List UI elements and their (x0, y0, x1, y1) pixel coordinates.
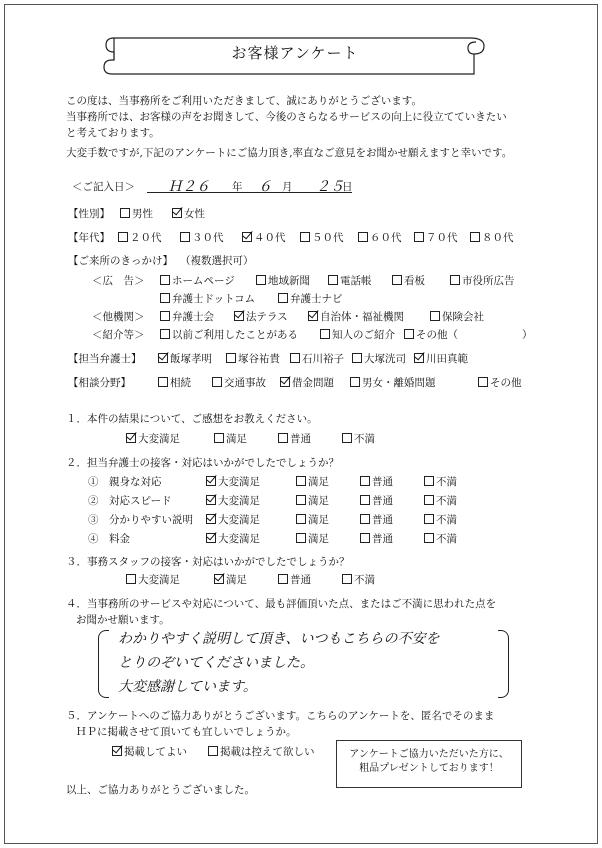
q5-text-line-2: ＨＰに掲載させて頂いても宜しいでしょうか。 (76, 726, 297, 738)
checkbox-checked-icon[interactable] (158, 353, 168, 363)
q4-text-line-1: ４．当事務所のサービスや対応について、最も評価頂いた点、またはご不満に思われた点を (66, 598, 497, 610)
checkbox-icon[interactable] (160, 311, 170, 321)
source-ad-phonebook[interactable]: 電話帳 (328, 275, 372, 287)
lawyer-option-3[interactable]: 石川裕子 (290, 353, 344, 365)
source-org-bar-association[interactable]: 弁護士会 (160, 311, 214, 323)
q1-option-dissatisfied[interactable]: 不満 (342, 433, 375, 445)
date-year-unit: 年 (232, 181, 243, 193)
gift-notice-box (336, 740, 522, 788)
q2-text: ２．担当弁護士の接客・対応はいかがでしたでしょうか？ (66, 457, 339, 469)
checkbox-icon[interactable] (278, 293, 288, 303)
checkbox-icon[interactable] (296, 476, 306, 486)
answer-bracket-left (98, 630, 109, 698)
checkbox-icon[interactable] (424, 476, 434, 486)
date-label: ＜ご記入日＞ (72, 181, 135, 193)
checkbox-icon[interactable] (296, 495, 306, 505)
age-option-50[interactable]: ５０代 (300, 232, 344, 244)
q2-row-2-average[interactable]: 普通 (360, 495, 393, 507)
q1-option-very-satisfied[interactable]: 大変満足 (126, 433, 180, 445)
source-ad-cityhall[interactable]: 市役所広告 (450, 275, 515, 287)
source-org-houterasu[interactable]: 法テラス (234, 311, 288, 323)
q3-option-satisfied[interactable]: 満足 (214, 574, 247, 586)
checkbox-icon[interactable] (296, 514, 306, 524)
intro-line-4: 大変手数ですが,下記のアンケートにご協力頂き,率直なご意見をお聞かせ願えますと幸いです。 (66, 147, 513, 159)
q2-row-1-label: ① 親身な対応 (88, 476, 162, 488)
checkbox-icon[interactable] (160, 275, 170, 285)
lawyer-option-4[interactable]: 大塚洸司 (352, 353, 406, 365)
source-org-municipality[interactable]: 自治体・福祉機関 (308, 311, 404, 323)
age-option-70[interactable]: ７０代 (414, 232, 458, 244)
q2-row-2-dissatisfied[interactable]: 不満 (424, 495, 457, 507)
checkbox-icon[interactable] (120, 208, 130, 218)
q2-row-3-label: ③ 分かりやすい説明 (88, 514, 193, 526)
source-org-insurance[interactable]: 保険会社 (430, 311, 484, 323)
source-ad-newspaper[interactable]: 地域新聞 (256, 275, 310, 287)
source-ad-bengoshi-dotcom[interactable]: 弁護士ドットコム (160, 293, 255, 305)
q2-row-4-very-satisfied[interactable]: 大変満足 (206, 533, 260, 545)
checkbox-icon[interactable] (342, 574, 352, 584)
q1-option-satisfied[interactable]: 満足 (214, 433, 247, 445)
checkbox-icon[interactable] (342, 433, 352, 443)
q4-answer-line-1[interactable]: わかりやすく説明して頂き、いつもこちらの不安を (118, 631, 440, 647)
checkbox-icon[interactable] (278, 574, 288, 584)
checkbox-icon[interactable] (158, 377, 168, 387)
gender-option-male[interactable]: 男性 (120, 208, 153, 220)
date-era-value[interactable]: Ｈ２６ (168, 179, 210, 195)
lawyer-label: 【担当弁護士】 (68, 353, 142, 365)
checkbox-checked-icon[interactable] (242, 232, 252, 242)
checkbox-checked-icon[interactable] (280, 377, 290, 387)
checkbox-checked-icon[interactable] (214, 574, 224, 584)
checkbox-checked-icon[interactable] (414, 353, 424, 363)
q4-answer-line-2[interactable]: とりのぞいてくださいました。 (118, 655, 314, 671)
source-ref-acquaintance[interactable]: 知人のご紹介 (320, 329, 395, 341)
source-ad-label: ＜広 告＞ (92, 275, 145, 287)
field-option-debt[interactable]: 借金問題 (280, 377, 334, 389)
checkbox-icon[interactable] (424, 495, 434, 505)
gender-option-female[interactable]: 女性 (172, 208, 205, 220)
q1-option-average[interactable]: 普通 (278, 433, 311, 445)
checkbox-icon[interactable] (226, 353, 236, 363)
checkbox-icon[interactable] (278, 433, 288, 443)
checkbox-icon[interactable] (296, 533, 306, 543)
q5-option-allow[interactable]: 掲載してよい (112, 746, 187, 758)
q2-row-1-very-satisfied[interactable]: 大変満足 (206, 476, 260, 488)
q2-row-4-dissatisfied[interactable]: 不満 (424, 533, 457, 545)
q4-answer-line-3[interactable]: 大変感謝しています。 (118, 679, 257, 695)
checkbox-icon[interactable] (360, 476, 370, 486)
q4-text-line-2: お聞かせ願います。 (76, 614, 170, 626)
q2-row-4-average[interactable]: 普通 (360, 533, 393, 545)
q1-text: １．本件の結果について、ご感想をお教えください。 (66, 413, 318, 425)
date-month-unit: 月 (282, 181, 293, 193)
age-option-60[interactable]: ６０代 (358, 232, 402, 244)
source-label: 【ご来所のきっかけ】 (68, 255, 173, 267)
gift-notice-line-1: アンケートご協力いただいた方に、 (349, 749, 509, 760)
checkbox-checked-icon[interactable] (234, 311, 244, 321)
checkbox-icon[interactable] (478, 377, 488, 387)
checkbox-checked-icon[interactable] (126, 433, 136, 443)
closing-text: 以上、ご協力ありがとうございました。 (66, 784, 255, 796)
q2-row-1-average[interactable]: 普通 (360, 476, 393, 488)
source-ad-homepage[interactable]: ホームページ (160, 275, 235, 287)
q2-row-4-satisfied[interactable]: 満足 (296, 533, 329, 545)
checkbox-icon[interactable] (360, 514, 370, 524)
answer-bracket-right (498, 630, 509, 698)
q5-option-decline[interactable]: 掲載は控えて欲しい (208, 746, 315, 758)
q3-text: ３．事務スタッフの接客・対応はいかがでしたでしょうか？ (66, 556, 350, 568)
checkbox-checked-icon[interactable] (206, 514, 216, 524)
q5-text-line-1: ５．アンケートへのご協力ありがとうございます。こちらのアンケートを、匿名でそのまま (66, 710, 495, 722)
checkbox-icon[interactable] (180, 232, 190, 242)
q2-row-3-satisfied[interactable]: 満足 (296, 514, 329, 526)
field-option-traffic[interactable]: 交通事故 (212, 377, 266, 389)
intro-line-1: この度は、当事務所をご利用いただきまして、誠にありがとうございます。 (66, 95, 422, 107)
source-org-label: ＜他機関＞ (92, 311, 145, 323)
source-ref-label: ＜紹介等＞ (92, 329, 145, 341)
checkbox-icon[interactable] (300, 232, 310, 242)
source-ad-bengoshi-navi[interactable]: 弁護士ナビ (278, 293, 343, 305)
q2-row-3-very-satisfied[interactable]: 大変満足 (206, 514, 260, 526)
checkbox-icon[interactable] (392, 275, 402, 285)
checkbox-checked-icon[interactable] (206, 476, 216, 486)
source-ref-previous[interactable]: 以前ご利用したことがある (160, 329, 298, 341)
q2-row-1-satisfied[interactable]: 満足 (296, 476, 329, 488)
lawyer-option-2[interactable]: 塚谷祐貴 (226, 353, 280, 365)
field-option-divorce[interactable]: 男女・離婚問題 (350, 377, 436, 389)
source-note: （複数選択可） (180, 255, 254, 267)
checkbox-icon[interactable] (126, 574, 136, 584)
source-ref-close: ） (522, 329, 533, 341)
source-ref-other[interactable]: その他（ (404, 329, 458, 341)
q2-row-3-dissatisfied[interactable]: 不満 (424, 514, 457, 526)
gift-notice-line-2: 粗品プレゼントしております！ (359, 763, 499, 774)
checkbox-icon[interactable] (256, 275, 266, 285)
checkbox-icon[interactable] (430, 311, 440, 321)
field-label: 【相談分野】 (68, 377, 131, 389)
checkbox-icon[interactable] (160, 329, 170, 339)
checkbox-icon[interactable] (328, 275, 338, 285)
checkbox-checked-icon[interactable] (172, 208, 182, 218)
checkbox-icon[interactable] (118, 232, 128, 242)
checkbox-icon[interactable] (290, 353, 300, 363)
age-option-80[interactable]: ８０代 (470, 232, 514, 244)
intro-line-3: と考えております。 (66, 127, 160, 139)
checkbox-icon[interactable] (450, 275, 460, 285)
lawyer-option-5[interactable]: 川田真範 (414, 353, 468, 365)
gender-label: 【性別】 (68, 208, 110, 220)
checkbox-icon[interactable] (214, 433, 224, 443)
checkbox-icon[interactable] (424, 514, 434, 524)
q2-row-2-very-satisfied[interactable]: 大変満足 (206, 495, 260, 507)
checkbox-icon[interactable] (212, 377, 222, 387)
source-ad-signboard[interactable]: 看板 (392, 275, 425, 287)
q2-row-2-label: ② 対応スピード (88, 495, 172, 507)
q2-row-3-average[interactable]: 普通 (360, 514, 393, 526)
q2-row-1-dissatisfied[interactable]: 不満 (424, 476, 457, 488)
q2-row-2-satisfied[interactable]: 満足 (296, 495, 329, 507)
age-option-20[interactable]: ２０代 (118, 232, 162, 244)
field-option-other[interactable]: その他 (478, 377, 522, 389)
age-option-30[interactable]: ３０代 (180, 232, 224, 244)
intro-line-2: 当事務所では、お客様の声をお聞きして、今後のさらなるサービスの向上に役立てていきたい (66, 111, 507, 123)
q2-row-4-label: ④ 料金 (88, 533, 130, 545)
age-option-40[interactable]: ４０代 (242, 232, 286, 244)
checkbox-icon[interactable] (414, 232, 424, 242)
checkbox-checked-icon[interactable] (112, 746, 122, 756)
q3-option-dissatisfied[interactable]: 不満 (342, 574, 375, 586)
checkbox-icon[interactable] (470, 232, 480, 242)
lawyer-option-1[interactable]: 飯塚孝明 (158, 353, 212, 365)
checkbox-icon[interactable] (360, 533, 370, 543)
checkbox-icon[interactable] (424, 533, 434, 543)
checkbox-icon[interactable] (404, 329, 414, 339)
q3-option-average[interactable]: 普通 (278, 574, 311, 586)
checkbox-icon[interactable] (208, 746, 218, 756)
field-option-inheritance[interactable]: 相続 (158, 377, 191, 389)
date-month-value[interactable]: ６ (258, 179, 272, 195)
checkbox-icon[interactable] (160, 293, 170, 303)
checkbox-icon[interactable] (350, 377, 360, 387)
date-day-unit: 日 (342, 181, 353, 193)
checkbox-icon[interactable] (358, 232, 368, 242)
checkbox-checked-icon[interactable] (308, 311, 318, 321)
page-title: お客様アンケート (231, 44, 359, 62)
checkbox-icon[interactable] (360, 495, 370, 505)
checkbox-checked-icon[interactable] (206, 533, 216, 543)
q3-option-very-satisfied[interactable]: 大変満足 (126, 574, 180, 586)
age-label: 【年代】 (68, 232, 110, 244)
checkbox-icon[interactable] (352, 353, 362, 363)
checkbox-icon[interactable] (320, 329, 330, 339)
checkbox-checked-icon[interactable] (206, 495, 216, 505)
date-day-value[interactable]: ２５ (316, 179, 344, 195)
